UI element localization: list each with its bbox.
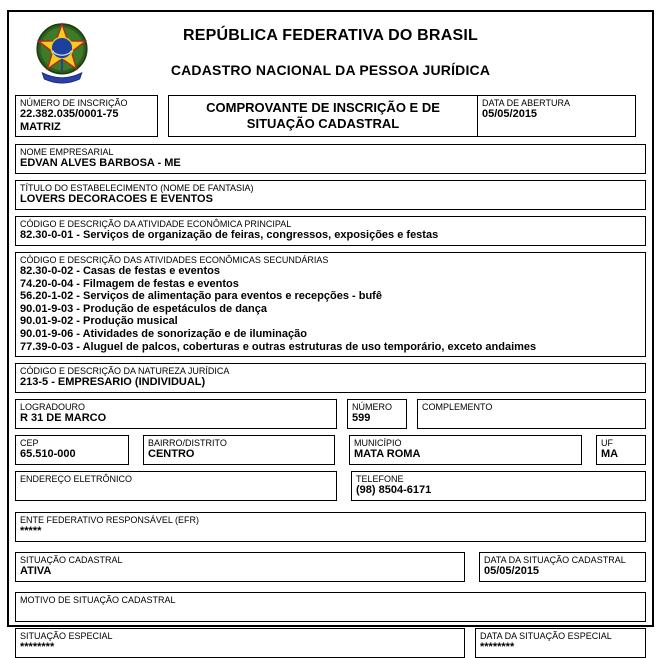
city-label: MUNICÍPIO xyxy=(354,438,402,449)
district-value: CENTRO xyxy=(148,448,195,461)
opening-date-label: DATA DE ABERTURA xyxy=(482,98,571,108)
certificate-title: COMPROVANTE DE INSCRIÇÃO E DE SITUAÇÃO CADASTRAL xyxy=(206,99,440,131)
spacer xyxy=(337,399,347,429)
special-status-date-value: ******** xyxy=(480,641,515,654)
republic-title: REPÚBLICA FEDERATIVA DO BRASIL xyxy=(183,27,478,44)
efr-value: ***** xyxy=(20,525,42,538)
top-identification-row xyxy=(15,95,636,137)
street-number-label: NÚMERO xyxy=(352,402,392,413)
inscription-number-value: 22.382.035/0001-75 xyxy=(20,108,119,120)
zip-code-value: 65.510-000 xyxy=(20,448,76,461)
state-value: MA xyxy=(601,448,619,461)
main-activity-box xyxy=(15,216,646,246)
secondary-activity-item: 56.20-1-02 - Serviços de alimentação para eventos e recepções - bufê xyxy=(20,290,382,303)
main-activity-value: 82.30-0-01 - Serviços de organização de feiras, congressos, exposições e festas xyxy=(20,229,439,241)
secondary-activity-item: 90.01-9-06 - Atividades de sonorização e de iluminação xyxy=(20,327,307,340)
district-box xyxy=(143,435,335,465)
registration-status-date-box xyxy=(479,552,646,582)
inscription-number-box xyxy=(15,95,158,137)
district-label: BAIRRO/DISTRITO xyxy=(148,438,227,449)
company-name-value: EDVAN ALVES BARBOSA - ME xyxy=(20,157,181,169)
document-frame xyxy=(7,10,654,654)
secondary-activities-label: CÓDIGO E DESCRIÇÃO DAS ATIVIDADES ECONÔMICAS SECUNDÁRIAS xyxy=(20,255,329,265)
main-activity-label: CÓDIGO E DESCRIÇÃO DA ATIVIDADE ECONÔMICA PRINCIPAL xyxy=(20,219,292,229)
street-number-box xyxy=(347,399,407,429)
email-value xyxy=(20,484,332,497)
special-status-date-box xyxy=(475,628,646,658)
state-label: UF xyxy=(601,438,613,449)
inscription-number-label: NÚMERO DE INSCRIÇÃO xyxy=(20,98,128,108)
registration-status-date-value: 05/05/2015 xyxy=(484,565,540,578)
efr-label: ENTE FEDERATIVO RESPONSÁVEL (EFR) xyxy=(20,515,200,526)
spacer xyxy=(158,95,168,137)
brazil-coat-of-arms-icon xyxy=(29,18,95,88)
phone-label: TELEFONE xyxy=(356,474,404,485)
header-titles xyxy=(15,15,646,78)
special-status-label: SITUAÇÃO ESPECIAL xyxy=(20,631,113,642)
spacer xyxy=(129,435,143,465)
efr-box xyxy=(15,512,646,542)
street-label: LOGRADOURO xyxy=(20,402,86,413)
street-box xyxy=(15,399,337,429)
special-status-row xyxy=(15,628,646,658)
legal-nature-box xyxy=(15,363,646,393)
company-name-label: NOME EMPRESARIAL xyxy=(20,147,114,157)
inscription-type-value: MATRIZ xyxy=(20,121,61,133)
certificate-title-box xyxy=(168,95,478,137)
email-label: ENDEREÇO ELETRÔNICO xyxy=(20,474,133,485)
phone-value: (98) 8504-6171 xyxy=(356,484,432,497)
status-reason-box xyxy=(15,592,646,622)
status-reason-value xyxy=(20,605,641,618)
state-box xyxy=(596,435,646,465)
company-name-box xyxy=(15,144,646,174)
special-status-date-label: DATA DA SITUAÇÃO ESPECIAL xyxy=(480,631,612,642)
address-row-1 xyxy=(15,399,646,429)
zip-code-box xyxy=(15,435,129,465)
cnpj-registry-title: CADASTRO NACIONAL DA PESSOA JURÍDICA xyxy=(170,62,491,78)
registration-status-box xyxy=(15,552,465,582)
legal-nature-label: CÓDIGO E DESCRIÇÃO DA NATUREZA JURÍDICA xyxy=(20,366,230,377)
special-status-value: ******** xyxy=(20,641,55,654)
email-box xyxy=(15,471,337,501)
secondary-activities-box xyxy=(15,252,646,357)
secondary-activity-item: 90.01-9-03 - Produção de espetáculos de dança xyxy=(20,302,267,315)
street-number-value: 599 xyxy=(352,412,371,425)
secondary-activity-item: 82.30-0-02 - Casas de festas e eventos xyxy=(20,265,220,277)
complement-value xyxy=(422,412,641,425)
special-status-box xyxy=(15,628,465,658)
street-value: R 31 DE MARCO xyxy=(20,412,107,425)
zip-code-label: CEP xyxy=(20,438,39,449)
registration-status-value: ATIVA xyxy=(20,565,52,578)
spacer xyxy=(335,435,349,465)
secondary-activity-item: 90.01-9-02 - Produção musical xyxy=(20,315,178,328)
document-header xyxy=(15,15,646,91)
spacer xyxy=(465,628,475,658)
registration-status-label: SITUAÇÃO CADASTRAL xyxy=(20,555,123,566)
complement-label: COMPLEMENTO xyxy=(422,402,493,413)
secondary-activity-item: 74.20-0-04 - Filmagem de festas e eventos xyxy=(20,277,239,290)
spacer xyxy=(407,399,417,429)
status-reason-label: MOTIVO DE SITUAÇÃO CADASTRAL xyxy=(20,595,176,606)
registration-status-date-label: DATA DA SITUAÇÃO CADASTRAL xyxy=(484,555,626,566)
city-value: MATA ROMA xyxy=(354,448,421,461)
city-box xyxy=(349,435,582,465)
phone-box xyxy=(351,471,646,501)
spacer xyxy=(465,552,479,582)
spacer xyxy=(582,435,596,465)
registration-status-row xyxy=(15,552,646,582)
complement-box xyxy=(417,399,646,429)
opening-date-box xyxy=(478,95,636,137)
trade-name-box xyxy=(15,180,646,210)
trade-name-value: LOVERS DECORACOES E EVENTOS xyxy=(20,193,213,205)
spacer xyxy=(337,471,351,501)
contact-row xyxy=(15,471,646,501)
trade-name-label: TÍTULO DO ESTABELECIMENTO (NOME DE FANTASIA) xyxy=(20,183,254,193)
opening-date-value: 05/05/2015 xyxy=(482,108,538,120)
secondary-activity-item: 77.39-0-03 - Aluguel de palcos, coberturas e outras estruturas de uso temporário, exceto andaimes xyxy=(20,340,537,353)
address-row-2 xyxy=(15,435,646,465)
legal-nature-value: 213-5 - EMPRESARIO (INDIVIDUAL) xyxy=(20,376,206,389)
